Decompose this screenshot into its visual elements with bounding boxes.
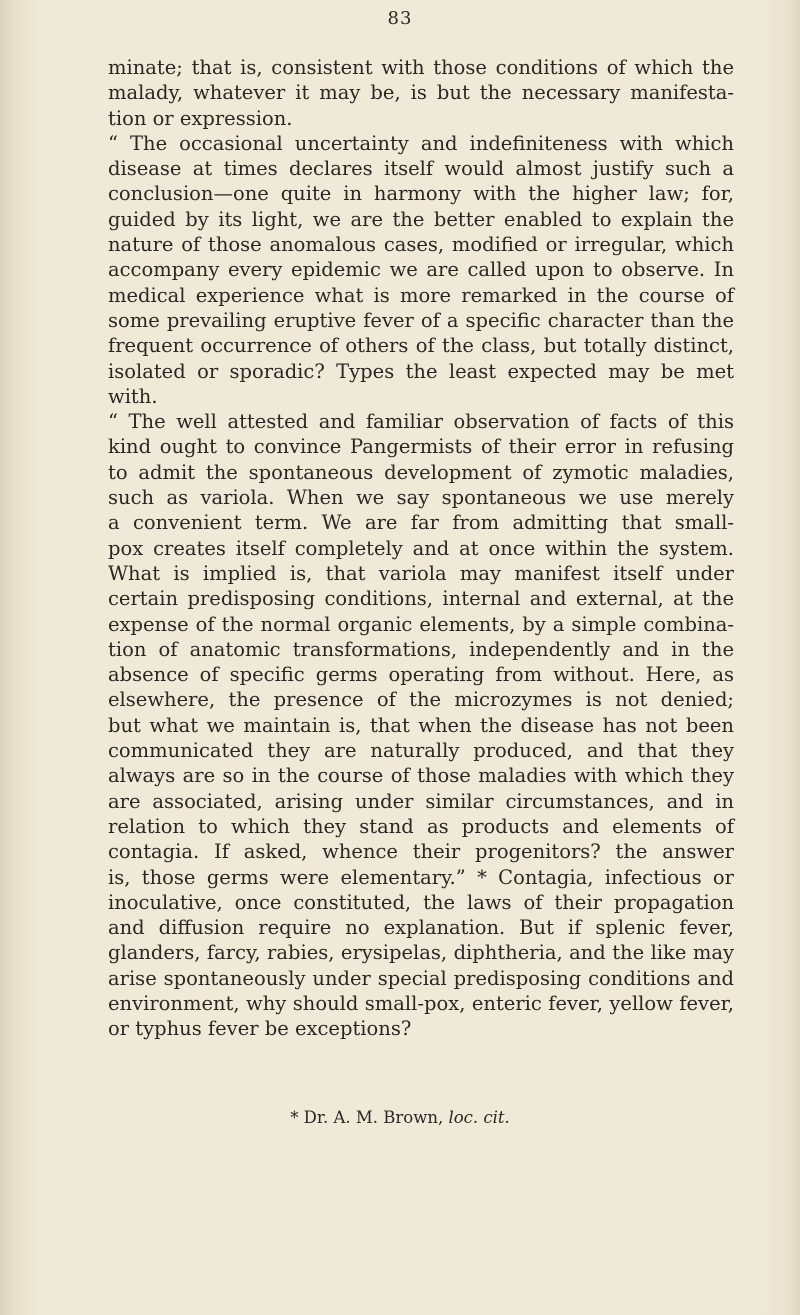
text-line: arise spontaneously under special predisposing conditions and [108,966,734,990]
text-line: expense of the normal organic elements, by a simple combina- [108,612,734,636]
text-line: or typhus fever be exceptions? [108,1017,412,1041]
footnote-text: * Dr. A. M. Brown, [290,1108,444,1127]
text-line: glanders, farcy, rabies, erysipelas, diphtheria, and the like may [108,941,734,965]
text-line: environment, why should small-pox, enteric fever, yellow fever, [108,991,734,1015]
text-line: “ The occasional uncertainty and indefiniteness with which [108,131,734,155]
text-line: with. [108,384,158,408]
text-line: is, those germs were elementary.” * Contagia, infectious or [108,865,734,889]
text-line: such as variola. When we say spontaneous we use merely [108,486,734,510]
text-line: certain predisposing conditions, internal and external, at the [108,587,734,611]
footnote-citation: loc. cit. [448,1108,510,1127]
body-text [108,55,734,1042]
text-line: to admit the spontaneous development of zymotic maladies, [108,460,734,484]
text-line: tion or expression. [108,106,293,130]
text-line: medical experience what is more remarked in the course of [108,283,734,307]
text-line: a convenient term. We are far from admitting that small- [108,511,734,535]
text-line: contagia. If asked, whence their progenitors? the answer [108,840,734,864]
text-line: disease at times declares itself would almost justify such a [108,157,734,181]
text-line: always are so in the course of those maladies with which they [108,764,734,788]
text-line: guided by its light, we are the better enabled to explain the [108,207,734,231]
text-line: What is implied is, that variola may manifest itself under [108,561,734,585]
text-line: pox creates itself completely and at once within the system. [108,536,734,560]
footnote [0,1108,800,1127]
text-line: “ The well attested and familiar observation of facts of this [108,410,734,434]
text-line: nature of those anomalous cases, modified or irregular, which [108,233,734,257]
page-number: 83 [387,8,413,29]
text-line: minate; that is, consistent with those conditions of which the [108,56,734,79]
text-line: elsewhere, the presence of the microzymes is not denied; [108,688,734,712]
text-line: kind ought to convince Pangermists of their error in refusing [108,435,734,459]
text-line: inoculative, once constituted, the laws of their propagation [108,890,734,914]
text-line: absence of specific germs operating from without. Here, as [108,663,734,687]
text-line: isolated or sporadic? Types the least expected may be met [108,359,734,383]
text-line: some prevailing eruptive fever of a specific character than the [108,308,734,332]
text-line: malady, whatever it may be, is but the necessary manifesta- [108,81,734,105]
text-line: frequent occurrence of others of the class, but totally distinct, [108,334,734,358]
text-line: tion of anatomic transformations, independently and in the [108,637,734,661]
text-line: and diffusion require no explanation. But if splenic fever, [108,916,734,940]
text-line: relation to which they stand as products and elements of [108,814,734,838]
text-line: conclusion—one quite in harmony with the higher law; for, [108,182,734,206]
text-line: are associated, arising under similar circumstances, and in [108,789,734,813]
text-line: accompany every epidemic we are called upon to observe. In [108,258,734,282]
text-line: but what we maintain is, that when the disease has not been [108,713,734,737]
text-line: communicated they are naturally produced, and that they [108,739,734,763]
